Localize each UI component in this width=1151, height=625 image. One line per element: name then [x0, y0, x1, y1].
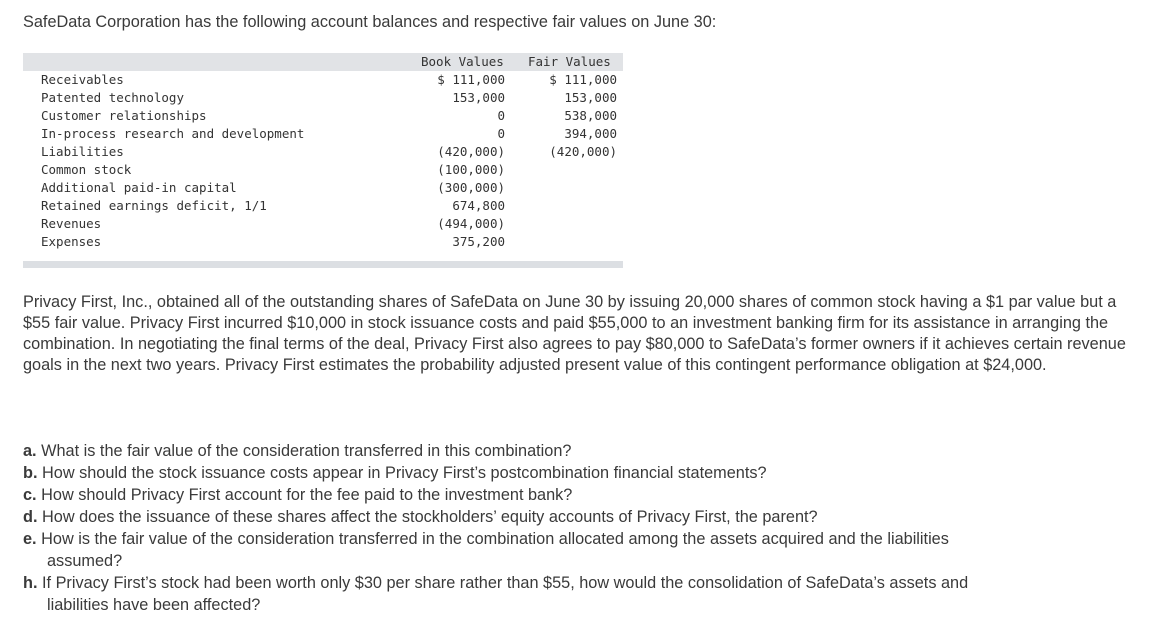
fair-value-cell: (420,000)	[549, 144, 617, 159]
book-value-cell: 375,200	[452, 234, 505, 249]
row-label: Liabilities	[41, 144, 124, 159]
problem-paragraph: Privacy First, Inc., obtained all of the outstanding shares of SafeData on June 30 by issuing 20,000 shares of common stock having a $1 par value but a $55 fair value. Privacy First incurred $10,000 in stock issuance costs and paid $55,000 to an investment banking firm for its assistance in arranging the combination. In negotiating the final terms of the deal, Privacy First also agrees to pay $80,000 to SafeData’s former owners if it achieves certain revenue goals in the next two years. Privacy First estimates the probability adjusted present value of this contingent performance obligation at $24,000.	[23, 293, 1126, 374]
question-list	[23, 440, 1141, 616]
question-letter: b.	[23, 464, 38, 482]
row-label: Receivables	[41, 72, 124, 87]
question-item	[23, 528, 1141, 572]
question-item	[23, 484, 1141, 506]
row-label: Customer relationships	[41, 108, 207, 123]
row-label: Common stock	[41, 162, 132, 177]
question-text: What is the fair value of the consideration transferred in this combination?	[41, 442, 572, 460]
book-value-cell: $ 111,000	[437, 72, 505, 87]
question-letter: e.	[23, 530, 37, 548]
question-item	[23, 572, 1141, 616]
row-label: Revenues	[41, 216, 102, 231]
book-value-cell: 0	[497, 126, 505, 141]
header-fair-values: Fair Values	[528, 54, 611, 69]
book-value-cell: 153,000	[452, 90, 505, 105]
question-letter: c.	[23, 486, 37, 504]
row-label: Expenses	[41, 234, 102, 249]
row-label: Additional paid-in capital	[41, 180, 237, 195]
book-value-cell: (420,000)	[437, 144, 505, 159]
book-value-cell: 674,800	[452, 198, 505, 213]
row-label: Patented technology	[41, 90, 184, 105]
question-letter: d.	[23, 508, 38, 526]
fair-value-cell: 153,000	[564, 90, 617, 105]
fair-value-cell: 538,000	[564, 108, 617, 123]
book-value-cell: (100,000)	[437, 162, 505, 177]
table-bottom-band	[23, 261, 623, 268]
row-label: Retained earnings deficit, 1/1	[41, 198, 267, 213]
question-text-continued: assumed?	[47, 552, 123, 570]
question-text: How should the stock issuance costs appear in Privacy First’s postcombination financial statements?	[42, 464, 767, 482]
question-text: How is the fair value of the consideration transferred in the combination allocated among the assets acquired and the liabilities	[41, 530, 949, 548]
intro-text: SafeData Corporation has the following account balances and respective fair values on June 30:	[23, 13, 717, 31]
question-item	[23, 506, 1141, 528]
row-label: In-process research and development	[41, 126, 305, 141]
question-item	[23, 440, 1141, 462]
book-value-cell: (300,000)	[437, 180, 505, 195]
header-book-values: Book Values	[421, 54, 504, 69]
question-letter: a.	[23, 442, 37, 460]
book-value-cell: (494,000)	[437, 216, 505, 231]
book-value-cell: 0	[497, 108, 505, 123]
question-text-continued: liabilities have been affected?	[47, 596, 261, 614]
question-item	[23, 462, 1141, 484]
question-text: How does the issuance of these shares affect the stockholders’ equity accounts of Privacy First, the parent?	[42, 508, 818, 526]
fair-value-cell: 394,000	[564, 126, 617, 141]
fair-value-cell: $ 111,000	[549, 72, 617, 87]
question-text: If Privacy First’s stock had been worth only $30 per share rather than $55, how would the consolidation of SafeData’s assets and	[42, 574, 969, 592]
question-letter: h.	[23, 574, 38, 592]
question-text: How should Privacy First account for the fee paid to the investment bank?	[41, 486, 573, 504]
